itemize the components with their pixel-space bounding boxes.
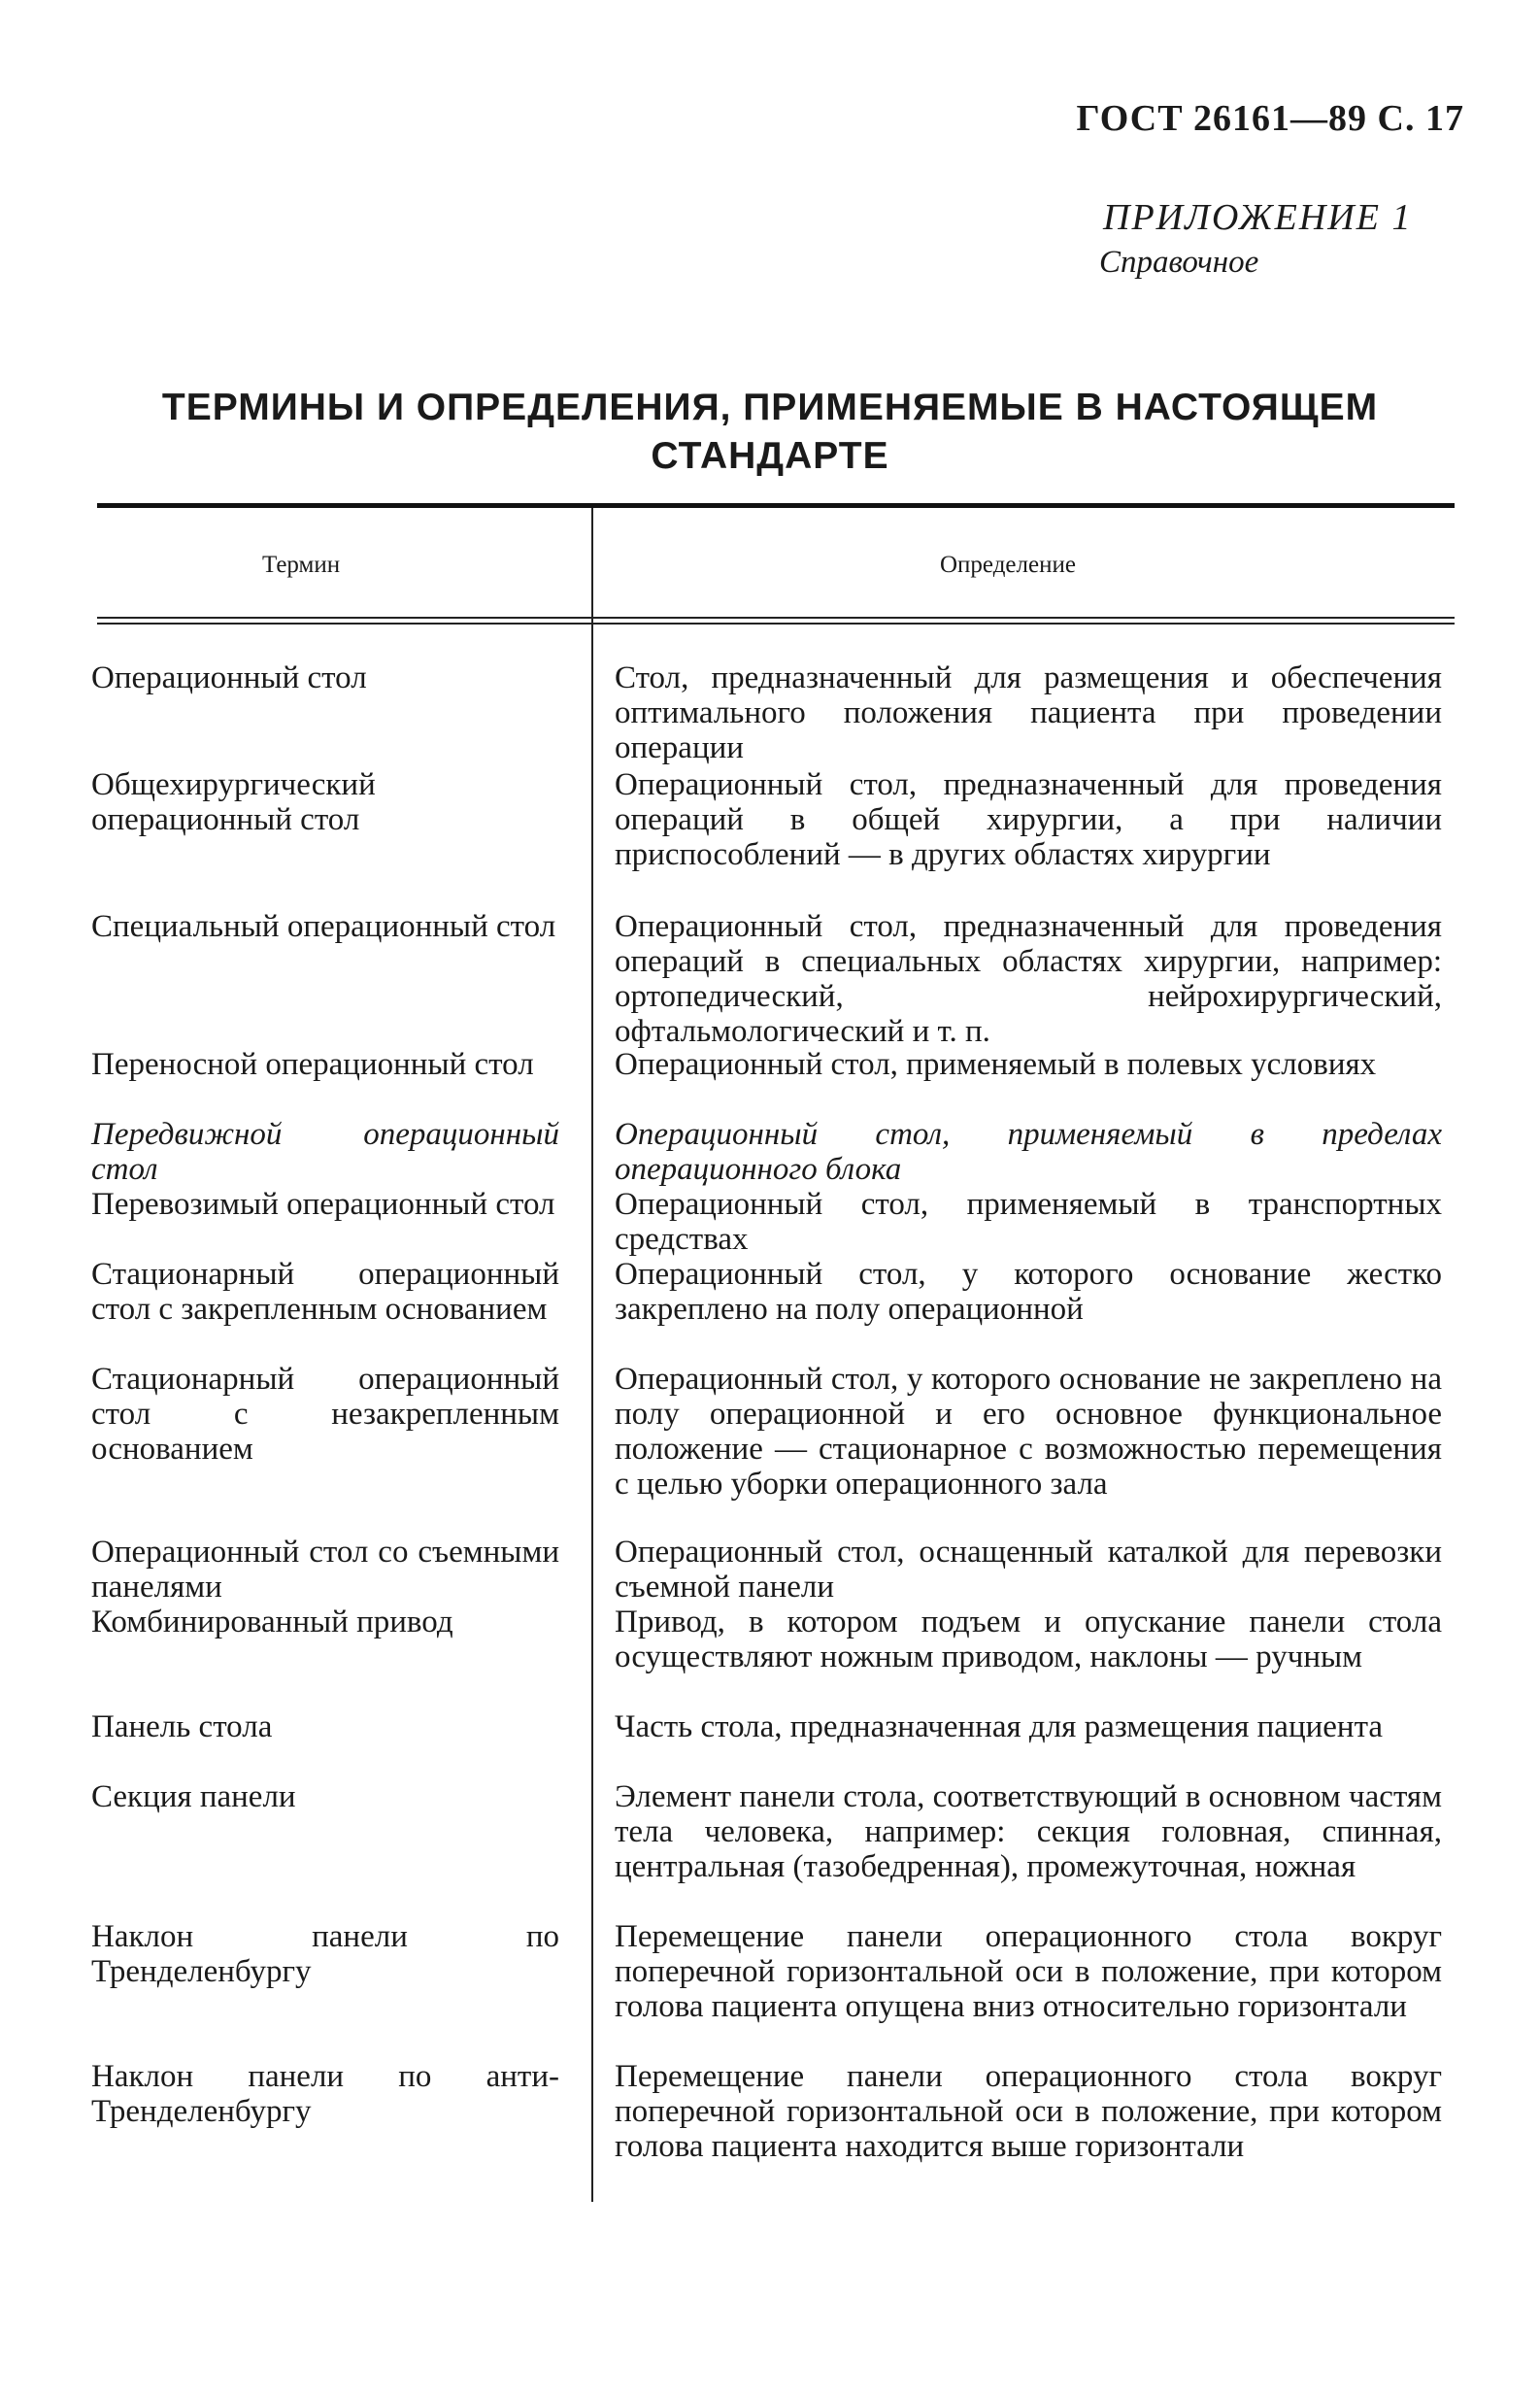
table-row-term: Стационарный операционный стол с незакрепленным основанием xyxy=(91,1362,559,1467)
table-row-term: Наклон панели по Тренделенбургу xyxy=(91,1919,559,1989)
page-title: ТЕРМИНЫ И ОПРЕДЕЛЕНИЯ, ПРИМЕНЯЕМЫЕ В НАСТОЯЩЕМ СТАНДАРТЕ xyxy=(161,387,1379,477)
table-row-definition: Перемещение панели операционного стола вокруг поперечной горизонтальной оси в положение, при котором голова пациента опущена вниз относительно горизонтали xyxy=(615,1919,1442,2024)
table-row-definition: Операционный стол, предназначенный для проведения операций в специальных областях хирургии, например: ортопедический, нейрохирургический, офтальмологический и т. п. xyxy=(615,909,1442,1049)
table-row-definition: Операционный стол, у которого основание жестко закреплено на полу операционной xyxy=(615,1257,1442,1327)
table-row-term: Общехирургический операционный стол xyxy=(91,767,376,837)
table-row-term: Секция панели xyxy=(91,1779,296,1814)
table-row-term: Наклон панели по анти-Тренделенбургу xyxy=(91,2059,559,2129)
table-row-definition: Операционный стол, у которого основание не закреплено на полу операционной и его основное функциональное положение — стационарное с возможностью перемещения с целью уборки операционного зала xyxy=(615,1362,1442,1502)
table-top-rule xyxy=(97,503,1455,508)
document-id: ГОСТ 26161—89 С. 17 xyxy=(1076,98,1464,139)
table-row-term: Операционный стол со съемными панелями xyxy=(91,1535,559,1605)
table-row-term: Переносной операционный стол xyxy=(91,1047,534,1082)
column-header-definition: Определение xyxy=(940,552,1076,578)
table-row-term: Специальный операционный стол xyxy=(91,909,556,944)
table-row-definition: Операционный стол, предназначенный для проведения операций в общей хирургии, а при наличии приспособлений — в других областях хирургии xyxy=(615,767,1442,872)
appendix-type: Справочное xyxy=(1099,245,1259,280)
column-divider xyxy=(591,508,593,2202)
table-row-definition: Операционный стол, применяемый в пределах операционного блока xyxy=(615,1117,1442,1187)
table-row-definition: Операционный стол, применяемый в транспортных средствах xyxy=(615,1187,1442,1257)
table-row-term: Комбинированный привод xyxy=(91,1605,453,1639)
table-row-term: Перевозимый операционный стол xyxy=(91,1187,555,1222)
table-row-term: Стационарный операционный стол с закрепленным основанием xyxy=(91,1257,559,1327)
table-row-term: Операционный стол xyxy=(91,660,367,695)
table-row-definition: Перемещение панели операционного стола вокруг поперечной горизонтальной оси в положение, при котором голова пациента находится выше горизонтали xyxy=(615,2059,1442,2164)
header-rule xyxy=(97,617,1455,619)
appendix-number: ПРИЛОЖЕНИЕ 1 xyxy=(1103,197,1413,238)
table-row-term: Передвижной операционный стол xyxy=(91,1117,559,1187)
table-row-definition: Элемент панели стола, соответствующий в основном частям тела человека, например: секция головная, спинная, центральная (тазобедренная), промежуточная, ножная xyxy=(615,1779,1442,1884)
table-row-definition: Привод, в котором подъем и опускание панели стола осуществляют ножным приводом, наклоны — ручным xyxy=(615,1605,1442,1674)
table-row-definition: Операционный стол, оснащенный каталкой для перевозки съемной панели xyxy=(615,1535,1442,1605)
table-row-definition: Часть стола, предназначенная для размещения пациента xyxy=(615,1709,1384,1744)
table-row-definition: Операционный стол, применяемый в полевых условиях xyxy=(615,1047,1377,1082)
table-row-definition: Стол, предназначенный для размещения и обеспечения оптимального положения пациента при проведении операции xyxy=(615,660,1442,765)
table-row-term: Панель стола xyxy=(91,1709,273,1744)
header-rule-double xyxy=(97,623,1455,625)
column-header-term: Термин xyxy=(262,552,341,578)
